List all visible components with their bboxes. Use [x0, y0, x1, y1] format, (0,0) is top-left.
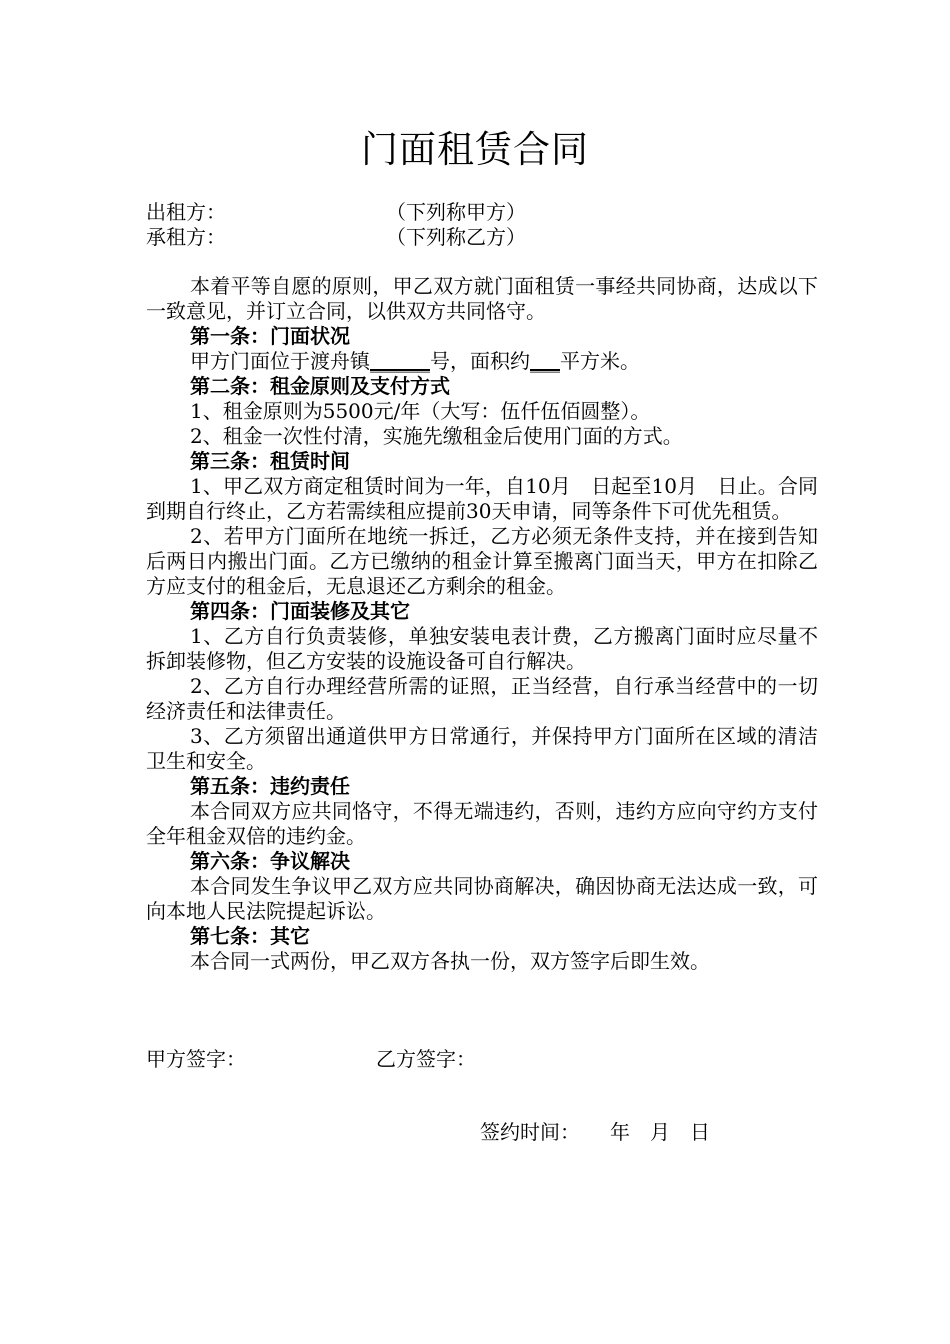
lessee-label: 承租方：: [146, 225, 226, 249]
signing-date: 签约时间： 年 月 日: [480, 1120, 710, 1144]
location-prefix: 甲方门面位于渡舟镇: [190, 349, 370, 373]
number-suffix: 号，面积约: [430, 349, 530, 373]
lessor-label: 出租方：: [146, 200, 226, 224]
party-a-signature: 甲方签字：: [146, 1047, 246, 1071]
party-b-signature: 乙方签字：: [376, 1047, 476, 1071]
article-6-paragraph: 本合同发生争议甲乙双方应共同协商解决，确因协商无法达成一致，可向本地人民法院提起诉讼。: [146, 874, 818, 923]
article-1-paragraph: [146, 349, 818, 374]
article-4-paragraph-1: 1、乙方自行负责装修，单独安装电表计费，乙方搬离门面时应尽量不拆卸装修物，但乙方安装的设施设备可自行解决。: [146, 624, 818, 673]
contract-body: [146, 274, 818, 974]
article-3-paragraph-2: 2、若甲方门面所在地统一拆迁，乙方必须无条件支持，并在接到告知后两日内搬出门面。乙方已缴纳的租金计算至搬离门面当天，甲方在扣除乙方应支付的租金后，无息退还乙方剩余的租金。: [146, 524, 818, 598]
intro-paragraph: 本着平等自愿的原则，甲乙双方就门面租赁一事经共同协商，达成以下一致意见，并订立合同，以供双方共同恪守。: [146, 274, 818, 323]
article-7-heading: 第七条：其它: [190, 924, 310, 948]
lessee-note: （下列称乙方）: [386, 225, 526, 249]
document-title: 门面租赁合同: [361, 128, 589, 171]
area-suffix: 平方米。: [560, 349, 640, 373]
article-2-paragraph-2: 2、租金一次性付清，实施先缴租金后使用门面的方式。: [190, 424, 683, 448]
article-4-heading: 第四条：门面装修及其它: [190, 599, 410, 623]
article-5-paragraph: 本合同双方应共同恪守，不得无端违约，否则，违约方应向守约方支付全年租金双倍的违约金。: [146, 799, 818, 848]
article-6-heading: 第六条：争议解决: [190, 849, 350, 873]
shop-number-blank: ______: [370, 349, 430, 373]
article-3-paragraph-1: 1、甲乙双方商定租赁时间为一年，自10月 日起至10月 日止。合同到期自行终止，乙方若需续租应提前30天申请，同等条件下可优先租赁。: [146, 474, 818, 523]
lessor-note: （下列称甲方）: [386, 200, 526, 224]
article-4-paragraph-2: 2、乙方自行办理经营所需的证照，正当经营，自行承当经营中的一切经济责任和法律责任。: [146, 674, 818, 723]
article-7-paragraph: 本合同一式两份，甲乙双方各执一份，双方签字后即生效。: [190, 949, 710, 973]
article-2-heading: 第二条：租金原则及支付方式: [190, 374, 450, 398]
lessor-line: [146, 200, 526, 225]
article-4-paragraph-3: 3、乙方须留出通道供甲方日常通行，并保持甲方门面所在区域的清洁卫生和安全。: [146, 724, 818, 773]
article-2-paragraph-1: 1、租金原则为5500元/年（大写：伍仟伍佰圆整）。: [190, 399, 651, 423]
area-blank: ___: [530, 349, 560, 373]
article-1-heading: 第一条：门面状况: [190, 324, 350, 348]
article-5-heading: 第五条：违约责任: [190, 774, 350, 798]
lessee-line: [146, 225, 526, 250]
article-3-heading: 第三条：租赁时间: [190, 449, 350, 473]
